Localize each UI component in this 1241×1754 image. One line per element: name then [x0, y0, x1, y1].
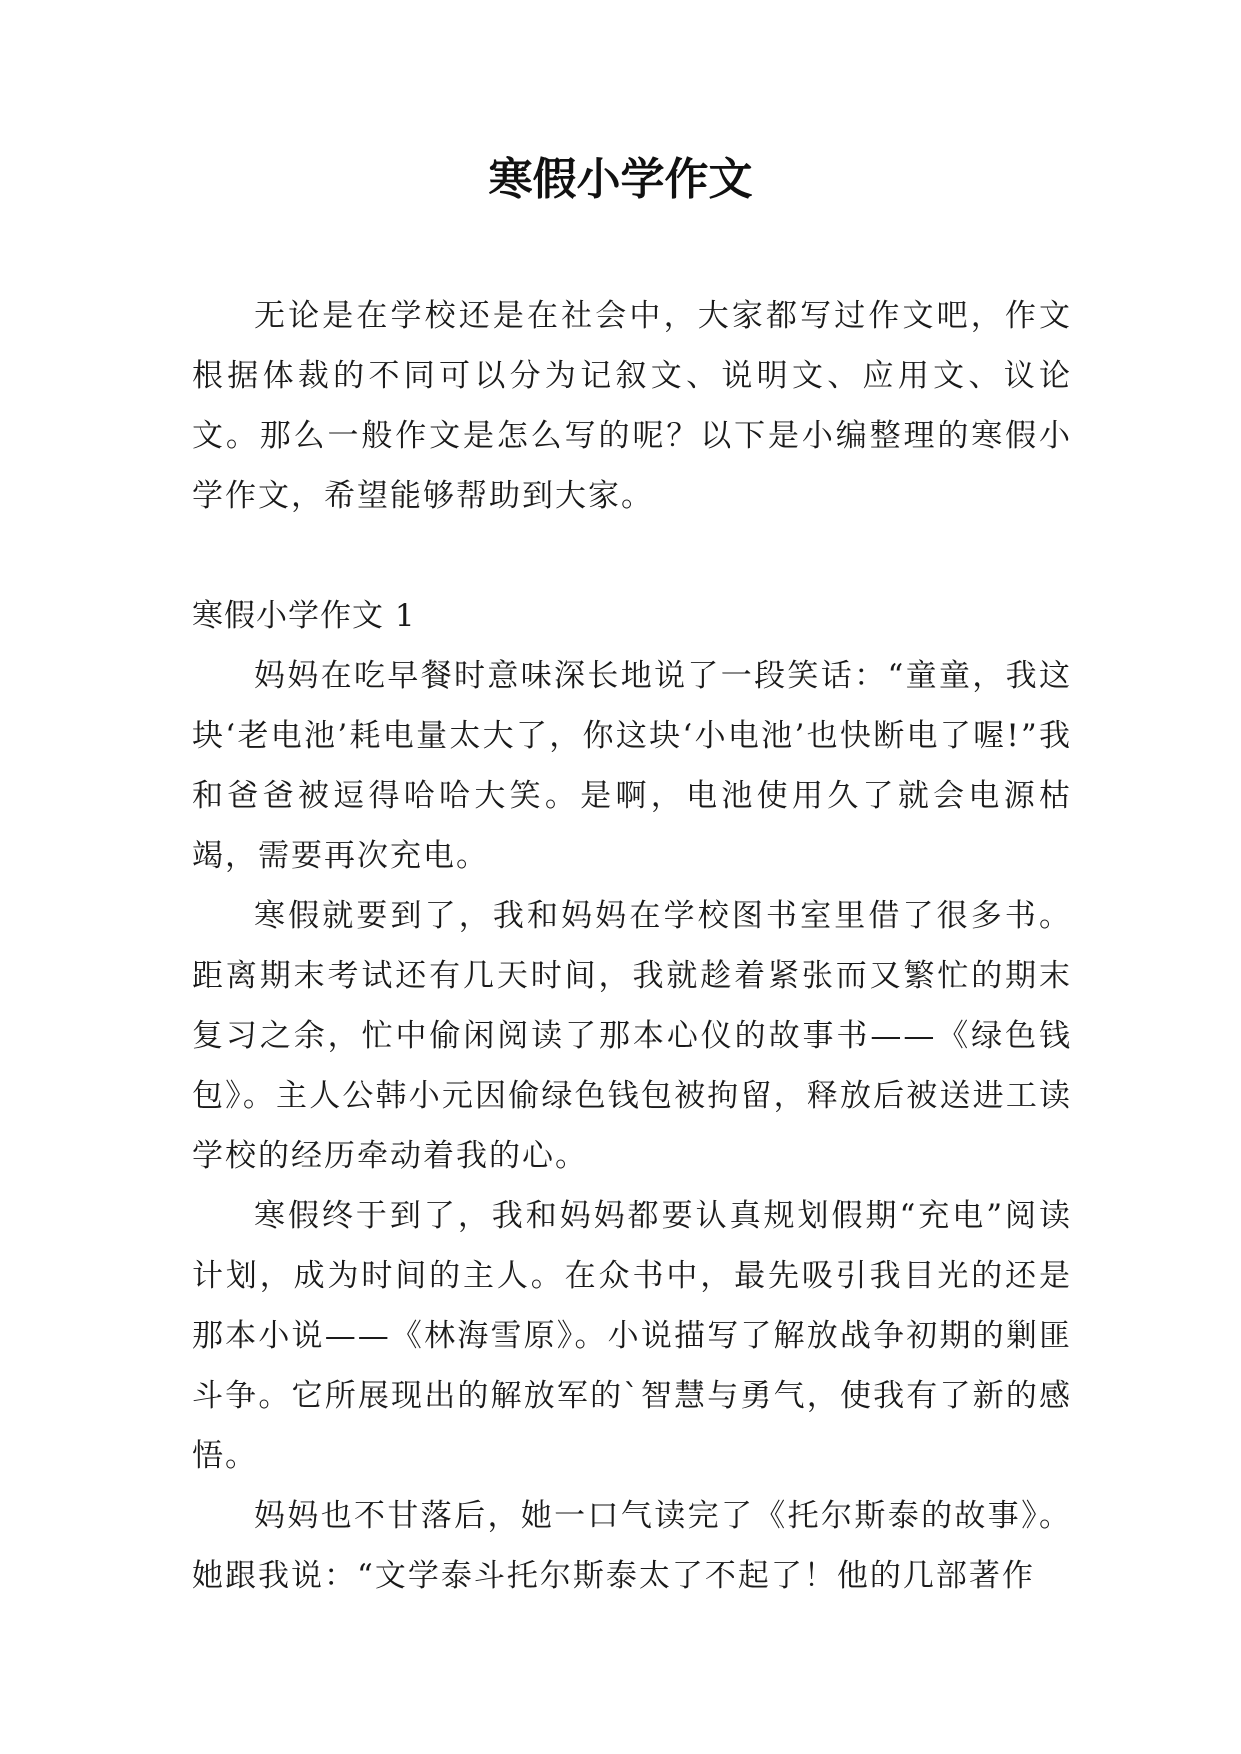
document-title: 寒假小学作文 — [488, 154, 753, 205]
section-heading: 寒假小学作文 1 — [192, 598, 416, 634]
document-body — [192, 286, 1072, 1606]
body-paragraph: 妈妈也不甘落后，她一口气读完了《托尔斯泰的故事》。她跟我说：“文学泰斗托尔斯泰太了不起了！他的几部著作 — [192, 1498, 1072, 1594]
body-paragraph: 妈妈在吃早餐时意味深长地说了一段笑话：“童童，我这块‘老电池’耗电量太大了，你这块‘小电池’也快断电了喔!”我和爸爸被逗得哈哈大笑。是啊，电池使用久了就会电源枯竭，需要再次充电。 — [192, 658, 1072, 874]
paragraph-spacer — [192, 526, 1072, 586]
body-paragraph: 寒假就要到了，我和妈妈在学校图书室里借了很多书。距离期末考试还有几天时间，我就趁着紧张而又繁忙的期末复习之余，忙中偷闲阅读了那本心仪的故事书——《绿色钱包》。主人公韩小元因偷绿色钱包被拘留，释放后被送进工读学校的经历牵动着我的心。 — [192, 898, 1072, 1174]
body-paragraph: 寒假终于到了，我和妈妈都要认真规划假期“充电”阅读计划，成为时间的主人。在众书中，最先吸引我目光的还是那本小说——《林海雪原》。小说描写了解放战争初期的剿匪斗争。它所展现出的解放军的`智慧与勇气，使我有了新的感悟。 — [192, 1198, 1072, 1474]
intro-paragraph: 无论是在学校还是在社会中，大家都写过作文吧，作文根据体裁的不同可以分为记叙文、说明文、应用文、议论文。那么一般作文是怎么写的呢？以下是小编整理的寒假小学作文，希望能够帮助到大家。 — [192, 298, 1072, 514]
